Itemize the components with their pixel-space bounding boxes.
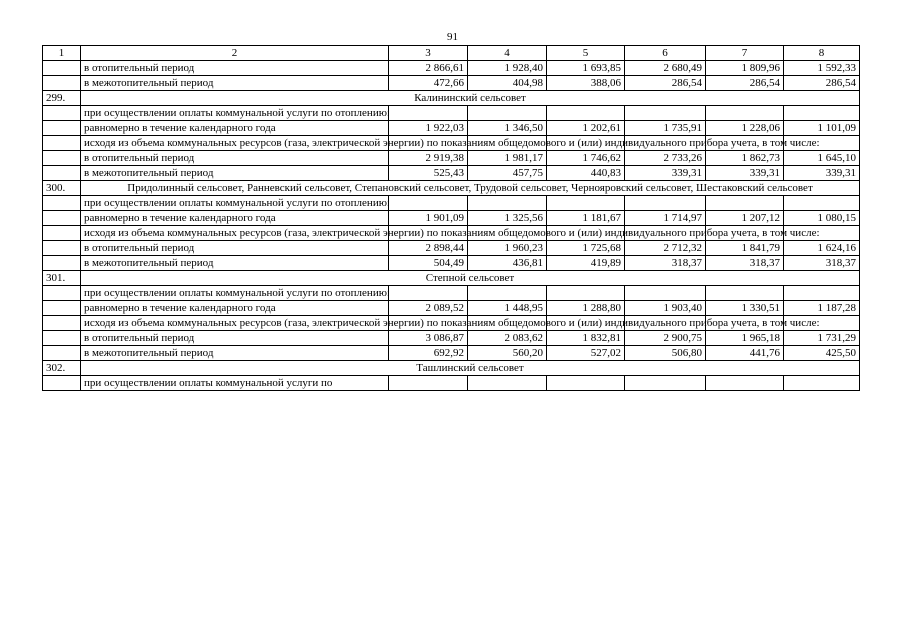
- value-cell: 388,06: [547, 76, 625, 91]
- value-cell: 504,49: [389, 256, 468, 271]
- value-cell: 318,37: [625, 256, 706, 271]
- value-cell: [625, 196, 706, 211]
- nonheating-row: [43, 346, 860, 361]
- value-cell: 318,37: [706, 256, 784, 271]
- value-cell: 1 731,29: [784, 331, 860, 346]
- value-cell: 1 714,97: [625, 211, 706, 226]
- value-cell: 1 841,79: [706, 241, 784, 256]
- heating-row: [43, 241, 860, 256]
- value-cell: 1 981,17: [468, 151, 547, 166]
- value-cell: 1 693,85: [547, 61, 625, 76]
- value-cell: 425,50: [784, 346, 860, 361]
- heating-row: [43, 331, 860, 346]
- section-title: Ташлинский сельсовет: [81, 361, 860, 376]
- value-cell: 525,43: [389, 166, 468, 181]
- value-cell: [625, 376, 706, 391]
- section-number-cell: [43, 106, 81, 121]
- label-cell: в межотопительный период: [81, 256, 389, 271]
- section-number-cell: [43, 211, 81, 226]
- label-cell: в отопительный период: [81, 61, 389, 76]
- section-title-row: [43, 181, 860, 196]
- section-number-cell: [43, 301, 81, 316]
- header-cell: 7: [706, 46, 784, 61]
- header-cell: 1: [43, 46, 81, 61]
- label-cell: в межотопительный период: [81, 166, 389, 181]
- section-number-cell: [43, 136, 81, 151]
- label-cell: в отопительный период: [81, 151, 389, 166]
- value-cell: 1 202,61: [547, 121, 625, 136]
- section-title-row: [43, 271, 860, 286]
- section-number-cell: [43, 166, 81, 181]
- label-cell: исходя из объема коммунальных ресурсов (газа, электрической энергии) по показаниям общедомового и (или) индивидуального прибора учета, в том числе:: [81, 226, 389, 241]
- value-cell: 404,98: [468, 76, 547, 91]
- section-number-cell: [43, 316, 81, 331]
- value-cell: 441,76: [706, 346, 784, 361]
- table-body: [43, 46, 860, 391]
- value-cell: [625, 286, 706, 301]
- section-title: Калининский сельсовет: [81, 91, 860, 106]
- value-cell: 339,31: [625, 166, 706, 181]
- value-cell: 1 746,62: [547, 151, 625, 166]
- value-cell: 2 733,26: [625, 151, 706, 166]
- value-cell: 1 181,67: [547, 211, 625, 226]
- value-cell: [706, 106, 784, 121]
- section-title: Степной сельсовет: [81, 271, 860, 286]
- label-cell: в межотопительный период: [81, 76, 389, 91]
- section-number-cell: 299.: [43, 91, 81, 106]
- value-cell: 436,81: [468, 256, 547, 271]
- value-cell: 1 903,40: [625, 301, 706, 316]
- header-cell: 4: [468, 46, 547, 61]
- value-cell: 2 898,44: [389, 241, 468, 256]
- label-cell: при осуществлении оплаты коммунальной услуги по отоплению:: [81, 106, 389, 121]
- value-cell: 286,54: [625, 76, 706, 91]
- value-cell: 286,54: [706, 76, 784, 91]
- value-cell: 560,20: [468, 346, 547, 361]
- uniform-row: [43, 121, 860, 136]
- value-cell: 1 624,16: [784, 241, 860, 256]
- section-title-row: [43, 361, 860, 376]
- value-cell: 506,80: [625, 346, 706, 361]
- value-cell: [389, 106, 468, 121]
- carry-row: [43, 76, 860, 91]
- header-cell: 5: [547, 46, 625, 61]
- header-cell: 2: [81, 46, 389, 61]
- value-cell: 1 187,28: [784, 301, 860, 316]
- value-cell: 1 448,95: [468, 301, 547, 316]
- section-number-cell: [43, 241, 81, 256]
- value-cell: 1 922,03: [389, 121, 468, 136]
- carry-row: [43, 61, 860, 76]
- label-cell: равномерно в течение календарного года: [81, 211, 389, 226]
- section-title-row: [43, 91, 860, 106]
- section-number-cell: [43, 226, 81, 241]
- value-cell: 1 862,73: [706, 151, 784, 166]
- section-number-cell: [43, 346, 81, 361]
- label-cell: в межотопительный период: [81, 346, 389, 361]
- tariff-table: [42, 45, 860, 391]
- section-number-cell: [43, 331, 81, 346]
- section-number-cell: 300.: [43, 181, 81, 196]
- section-number-cell: [43, 256, 81, 271]
- label-cell: равномерно в течение календарного года: [81, 121, 389, 136]
- value-cell: 419,89: [547, 256, 625, 271]
- intro-row: [43, 376, 860, 391]
- value-cell: 1 288,80: [547, 301, 625, 316]
- section-number-cell: 301.: [43, 271, 81, 286]
- uniform-row: [43, 211, 860, 226]
- label-cell: при осуществлении оплаты коммунальной услуги по: [81, 376, 389, 391]
- section-number-cell: [43, 76, 81, 91]
- value-cell: 1 330,51: [706, 301, 784, 316]
- value-cell: 1 101,09: [784, 121, 860, 136]
- value-cell: 1 207,12: [706, 211, 784, 226]
- value-cell: [784, 106, 860, 121]
- label-cell: равномерно в течение календарного года: [81, 301, 389, 316]
- value-cell: [547, 286, 625, 301]
- label-cell: при осуществлении оплаты коммунальной услуги по отоплению:: [81, 286, 389, 301]
- value-cell: [389, 286, 468, 301]
- value-cell: 1 592,33: [784, 61, 860, 76]
- value-cell: [706, 286, 784, 301]
- header-cell: 6: [625, 46, 706, 61]
- value-cell: 2 919,38: [389, 151, 468, 166]
- section-title: Придолинный сельсовет, Ранневский сельсовет, Степановский сельсовет, Трудовой сельсовет, Чернояровский сельсовет, Шестаковский сельсовет: [81, 181, 860, 196]
- value-cell: 1 346,50: [468, 121, 547, 136]
- value-cell: [784, 196, 860, 211]
- section-number-cell: [43, 286, 81, 301]
- value-cell: [547, 196, 625, 211]
- value-cell: 2 900,75: [625, 331, 706, 346]
- label-cell: в отопительный период: [81, 331, 389, 346]
- header-cell: 8: [784, 46, 860, 61]
- value-cell: 339,31: [706, 166, 784, 181]
- value-cell: 1 725,68: [547, 241, 625, 256]
- by-volume-row: [43, 136, 860, 151]
- by-volume-row: [43, 316, 860, 331]
- header-row: [43, 46, 860, 61]
- intro-row: [43, 286, 860, 301]
- intro-row: [43, 196, 860, 211]
- by-volume-row: [43, 226, 860, 241]
- value-cell: [547, 376, 625, 391]
- value-cell: 1 960,23: [468, 241, 547, 256]
- value-cell: 1 928,40: [468, 61, 547, 76]
- section-number-cell: [43, 151, 81, 166]
- section-number-cell: 302.: [43, 361, 81, 376]
- label-cell: при осуществлении оплаты коммунальной услуги по отоплению:: [81, 196, 389, 211]
- value-cell: 1 228,06: [706, 121, 784, 136]
- value-cell: [468, 376, 547, 391]
- label-cell: исходя из объема коммунальных ресурсов (газа, электрической энергии) по показаниям общедомового и (или) индивидуального прибора учета, в том числе:: [81, 316, 389, 331]
- uniform-row: [43, 301, 860, 316]
- value-cell: [706, 376, 784, 391]
- value-cell: 1 735,91: [625, 121, 706, 136]
- value-cell: 1 965,18: [706, 331, 784, 346]
- value-cell: [547, 106, 625, 121]
- heating-row: [43, 151, 860, 166]
- value-cell: 2 680,49: [625, 61, 706, 76]
- value-cell: 2 866,61: [389, 61, 468, 76]
- value-cell: 472,66: [389, 76, 468, 91]
- section-number-cell: [43, 376, 81, 391]
- value-cell: 440,83: [547, 166, 625, 181]
- value-cell: [468, 286, 547, 301]
- value-cell: [468, 106, 547, 121]
- value-cell: 457,75: [468, 166, 547, 181]
- value-cell: 339,31: [784, 166, 860, 181]
- value-cell: [706, 196, 784, 211]
- value-cell: 1 080,15: [784, 211, 860, 226]
- value-cell: 2 089,52: [389, 301, 468, 316]
- value-cell: 527,02: [547, 346, 625, 361]
- header-cell: 3: [389, 46, 468, 61]
- value-cell: [784, 376, 860, 391]
- value-cell: 692,92: [389, 346, 468, 361]
- value-cell: 1 832,81: [547, 331, 625, 346]
- label-cell: исходя из объема коммунальных ресурсов (газа, электрической энергии) по показаниям общедомового и (или) индивидуального прибора учета, в том числе:: [81, 136, 389, 151]
- value-cell: [468, 196, 547, 211]
- section-number-cell: [43, 121, 81, 136]
- label-cell: в отопительный период: [81, 241, 389, 256]
- value-cell: 1 809,96: [706, 61, 784, 76]
- value-cell: 318,37: [784, 256, 860, 271]
- section-number-cell: [43, 61, 81, 76]
- value-cell: [625, 106, 706, 121]
- value-cell: [784, 286, 860, 301]
- page-number: 91: [447, 31, 458, 43]
- value-cell: 2 083,62: [468, 331, 547, 346]
- value-cell: [389, 196, 468, 211]
- value-cell: 2 712,32: [625, 241, 706, 256]
- value-cell: 286,54: [784, 76, 860, 91]
- value-cell: 3 086,87: [389, 331, 468, 346]
- section-number-cell: [43, 196, 81, 211]
- value-cell: 1 645,10: [784, 151, 860, 166]
- nonheating-row: [43, 256, 860, 271]
- nonheating-row: [43, 166, 860, 181]
- intro-row: [43, 106, 860, 121]
- value-cell: 1 901,09: [389, 211, 468, 226]
- value-cell: [389, 376, 468, 391]
- value-cell: 1 325,56: [468, 211, 547, 226]
